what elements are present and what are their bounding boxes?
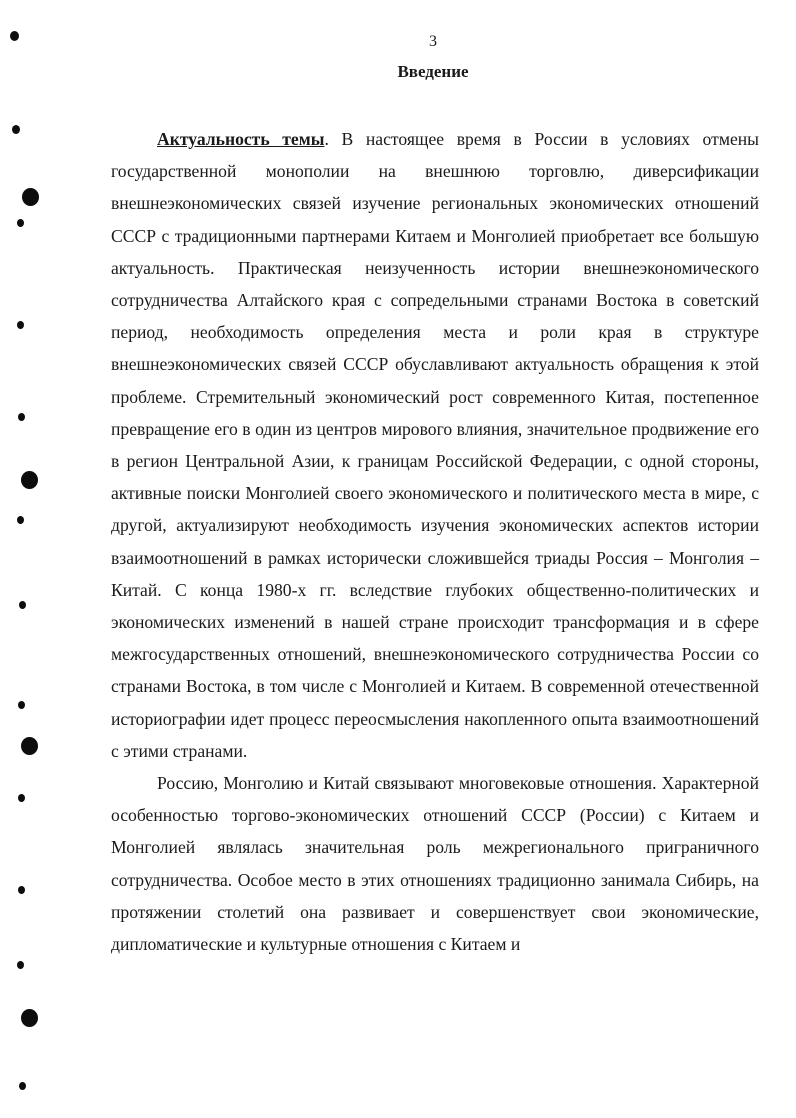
binding-hole bbox=[12, 125, 20, 134]
binding-hole bbox=[21, 471, 38, 489]
paragraph-text: Россию, Монголию и Китай связывают многовековые отношения. Характерной особенностью торгово-экономических отношений СССР (России) с Китаем и Монголией являлась значительная роль межрегионального приграничного сотрудничества. Особое место в этих отношениях традиционно занимала Сибирь, на протяжении столетий она развивает и совершенствует свои экономические, дипломатические и культурные отношения с Китаем и bbox=[111, 773, 759, 955]
binding-hole bbox=[19, 1082, 26, 1090]
paragraph-relevance bbox=[111, 123, 759, 767]
paragraph-history bbox=[111, 767, 759, 960]
binding-hole bbox=[18, 701, 25, 709]
binding-hole bbox=[18, 413, 25, 421]
binding-hole bbox=[21, 737, 38, 755]
body-text bbox=[111, 123, 759, 960]
binding-hole bbox=[21, 1009, 38, 1027]
binding-hole bbox=[22, 188, 39, 206]
binding-hole bbox=[17, 516, 24, 524]
binding-hole bbox=[17, 219, 24, 227]
page-number: 3 bbox=[429, 33, 437, 50]
binding-hole bbox=[17, 961, 24, 969]
binding-hole bbox=[18, 886, 25, 894]
paragraph-lead: Актуальность темы bbox=[157, 129, 325, 149]
binding-hole bbox=[17, 321, 24, 329]
binding-hole bbox=[19, 601, 26, 609]
paragraph-text: . В настоящее время в России в условиях отмены государственной монополии на внешнюю торговлю, диверсификации внешнеэкономических связей изучение региональных экономических отношений СССР с традиционными партнерами Китаем и Монголией приобретает все большую актуальность. Практическая неизученность истории внешнеэкономического сотрудничества Алтайского края с сопредельными странами Востока в советский период, необходимость определения места и роли края в структуре внешнеэкономических связей СССР обуславливают актуальность обращения к этой проблеме. Стремительный экономический рост современного Китая, постепенное превращение его в один из центров мирового влияния, значительное продвижение его в регион Центральной Азии, к границам Российской Федерации, с одной стороны, активные поиски Монголией своего экономического и политического места в мире, с другой, актуализируют необходимость изучения экономических аспектов истории взаимоотношений в рамках исторически сложившейся триады Россия – Монголия – Китай. С конца 1980-х гг. вследствие глубоких общественно-политических и экономических изменений в нашей стране происходит трансформация и в сфере межгосударственных отношений, внешнеэкономического сотрудничества России со странами Востока, в том числе с Монголией и Китаем. В современной отечественной историографии идет процесс переосмысления накопленного опыта взаимоотношений с этими странами. bbox=[111, 129, 759, 761]
binding-hole bbox=[18, 794, 25, 802]
page-title: Введение bbox=[397, 62, 469, 81]
